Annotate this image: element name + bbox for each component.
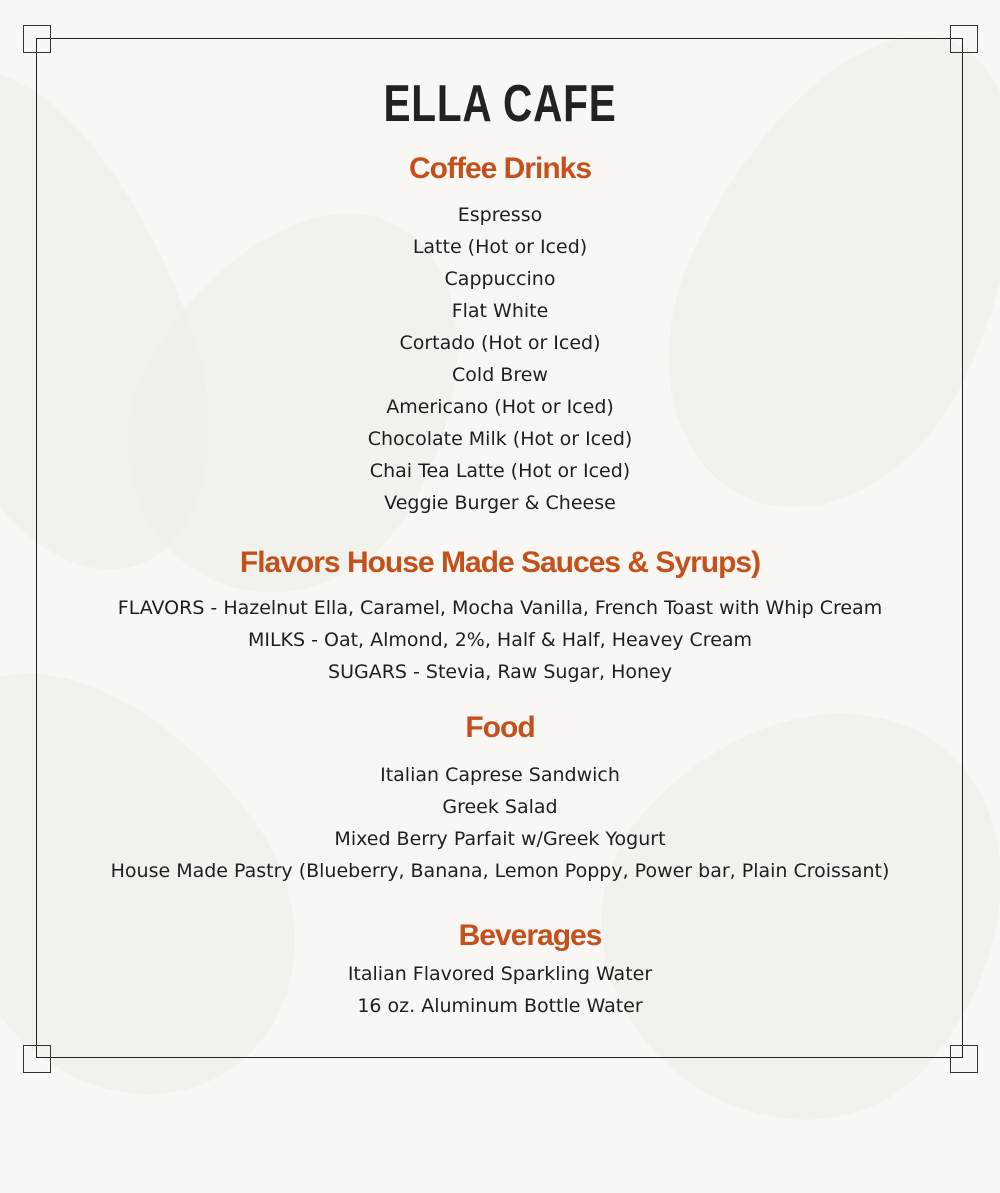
menu-item: Chai Tea Latte (Hot or Iced) — [369, 460, 631, 482]
menu-item: Flat White — [451, 300, 549, 322]
coffee-list — [0, 199, 1000, 519]
frame-corner — [23, 25, 51, 53]
menu-item: Cappuccino — [444, 268, 556, 290]
frame-corner — [23, 1045, 51, 1073]
menu-item: House Made Pastry (Blueberry, Banana, Lemon Poppy, Power bar, Plain Croissant) — [110, 860, 890, 882]
menu-item: FLAVORS - Hazelnut Ella, Caramel, Mocha Vanilla, French Toast with Whip Cream — [117, 597, 883, 619]
menu-item: Latte (Hot or Iced) — [412, 236, 588, 258]
menu-item: 16 oz. Aluminum Bottle Water — [357, 995, 643, 1017]
menu-item: Italian Caprese Sandwich — [380, 764, 620, 786]
food-list — [0, 759, 1000, 887]
menu-item: SUGARS - Stevia, Raw Sugar, Honey — [328, 661, 672, 683]
section-heading-coffee: Coffee Drinks — [408, 152, 592, 185]
section-heading-food: Food — [465, 711, 535, 744]
beverages-list — [0, 958, 1000, 1022]
menu-item: Cold Brew — [452, 364, 548, 386]
menu-item: Americano (Hot or Iced) — [386, 396, 614, 418]
cafe-title: ELLA CAFE — [383, 75, 617, 133]
section-heading-beverages: Beverages — [458, 919, 602, 952]
menu-item: Chocolate Milk (Hot or Iced) — [367, 428, 633, 450]
frame-corner — [950, 25, 978, 53]
menu-item: Italian Flavored Sparkling Water — [347, 963, 653, 985]
menu-item: Cortado (Hot or Iced) — [399, 332, 601, 354]
menu-item: Mixed Berry Parfait w/Greek Yogurt — [334, 828, 666, 850]
frame-corner — [950, 1045, 978, 1073]
menu-item: Greek Salad — [442, 796, 558, 818]
flavors-list — [0, 592, 1000, 688]
section-heading-flavors: Flavors House Made Sauces & Syrups) — [239, 546, 761, 579]
menu-item: Espresso — [457, 204, 543, 226]
menu-item: Veggie Burger & Cheese — [384, 492, 616, 514]
menu-item: MILKS - Oat, Almond, 2%, Half & Half, Heavey Cream — [247, 629, 753, 651]
